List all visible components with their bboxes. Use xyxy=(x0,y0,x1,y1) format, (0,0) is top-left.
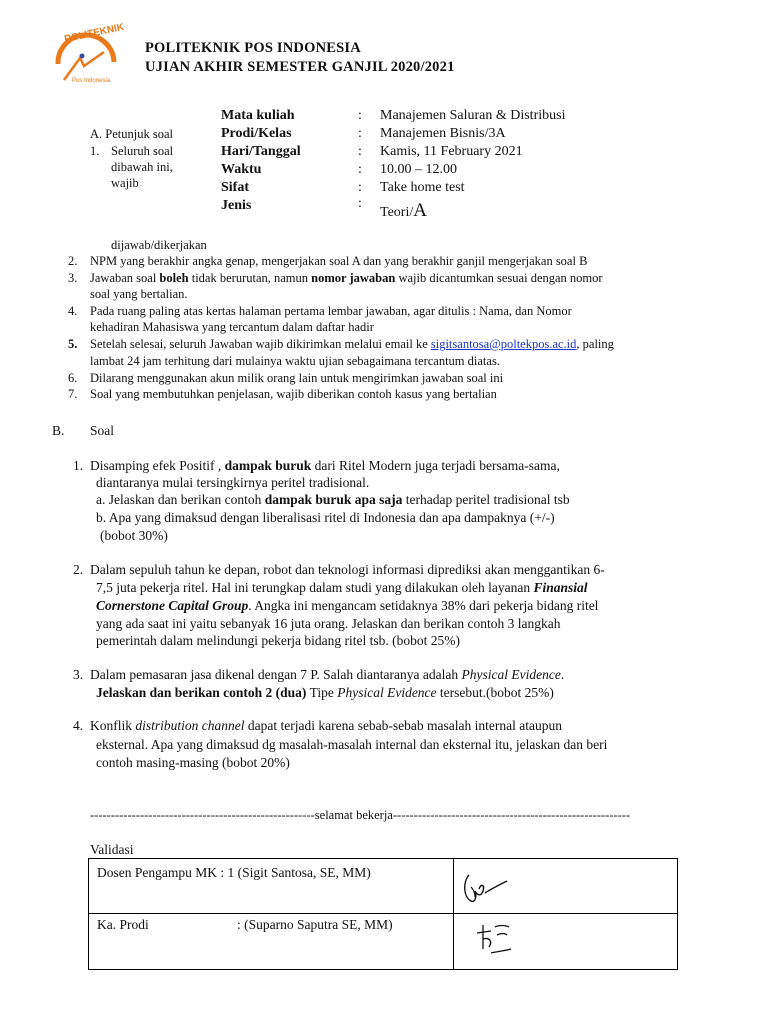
question-text: contoh masing-masing (bobot 20%) xyxy=(96,755,290,770)
instruction-text: Dilarang menggunakan akun milik orang lain untuk mengirimkan jawaban soal ini xyxy=(90,371,504,385)
item-number: 4. xyxy=(68,304,78,318)
question-number: 1. xyxy=(73,458,84,473)
question-text: Cornerstone Capital Group. Angka ini mengancam setidaknya 38% dari pekerja bidang ritel xyxy=(96,598,599,613)
item-number: 7. xyxy=(68,387,78,401)
meta-colon: : xyxy=(358,126,362,141)
meta-label-hari: Hari/Tanggal xyxy=(221,144,301,159)
question-text: diantaranya mulai tersingkirnya peritel tradisional. xyxy=(96,475,370,490)
meta-label-waktu: Waktu xyxy=(221,162,262,177)
meta-label-sifat: Sifat xyxy=(221,180,249,195)
politeknik-logo xyxy=(50,21,126,94)
question-text: b. Apa yang dimaksud dengan liberalisasi ritel di Indonesia dan apa dampaknya (+/-) xyxy=(96,510,555,525)
instruction-text: NPM yang berakhir angka genap, mengerjakan soal A dan yang berakhir ganjil mengerjakan soal B xyxy=(90,254,588,268)
question-text: eksternal. Apa yang dimaksud dg masalah-masalah internal dan eksternal itu, jelaskan dan beri xyxy=(96,737,608,752)
question-text: yang ada saat ini yaitu sebanyak 16 juta orang. Jelaskan dan berikan contoh 3 langkah xyxy=(96,616,561,631)
section-b-heading: Soal xyxy=(90,423,115,438)
instruction-text: Jawaban soal boleh tidak berurutan, namun nomor jawaban wajib dicantumkan sesuai dengan nomor xyxy=(90,271,603,285)
instruction-text: kehadiran Mahasiswa yang tercantum dalam daftar hadir xyxy=(90,320,374,334)
item-number: 1. xyxy=(90,144,100,158)
question-text: Jelaskan dan berikan contoh 2 (dua) Tipe Physical Evidence tersebut.(bobot 25%) xyxy=(96,685,554,700)
validation-table xyxy=(88,858,678,970)
instruction-text: lambat 24 jam terhitung dari mulainya waktu ujian sebagaimana tercantum diatas. xyxy=(90,354,500,368)
section-b-number: B. xyxy=(52,423,65,438)
logo-text-bottom: Pos Indonesia xyxy=(72,78,111,84)
item-number: 6. xyxy=(68,371,78,385)
meta-colon: : xyxy=(358,162,362,177)
section-a-heading: A. Petunjuk soal xyxy=(90,127,173,141)
validasi-title: Validasi xyxy=(90,842,134,857)
item1-line: dibawah ini, xyxy=(111,160,173,174)
instruction-text: Pada ruang paling atas kertas halaman pertama lembar jawaban, agar ditulis : Nama, dan Nomor xyxy=(90,304,572,318)
meta-value-hari: Kamis, 11 February 2021 xyxy=(380,144,523,159)
instruction-text: Setelah selesai, seluruh Jawaban wajib dikirimkan melalui email ke sigitsantosa@poltekpos.ac.id, paling xyxy=(90,337,614,351)
meta-value-prodi: Manajemen Bisnis/3A xyxy=(380,126,506,141)
item1-line: wajib xyxy=(111,176,139,190)
item-number: 5. xyxy=(68,337,78,351)
question-number: 4. xyxy=(73,718,84,733)
closing-line: ------------------------------------------------------selamat bekerja--------------------------------------------------------- xyxy=(90,808,631,822)
question-text: 7,5 juta pekerja ritel. Hal ini terungkap dalam studi yang dilakukan oleh layanan Finansial xyxy=(96,580,588,595)
instruction-text: soal yang bertalian. xyxy=(90,287,188,301)
meta-colon: : xyxy=(358,196,362,211)
email-link[interactable]: sigitsantosa@poltekpos.ac.id xyxy=(430,337,577,351)
meta-colon: : xyxy=(358,144,362,159)
meta-value-matakuliah: Manajemen Saluran & Distribusi xyxy=(380,108,566,123)
meta-colon: : xyxy=(358,180,362,195)
item-number: 2. xyxy=(68,254,78,268)
institution-title: POLITEKNIK POS INDONESIA xyxy=(145,40,361,56)
question-text: a. Jelaskan dan berikan contoh dampak buruk apa saja terhadap peritel tradisional tsb xyxy=(96,492,570,507)
row-kaprodi-label: Ka. Prodi xyxy=(97,917,149,932)
logo-text-top: POLITEKNIK xyxy=(63,21,126,46)
meta-label-matakuliah: Mata kuliah xyxy=(221,108,295,123)
signature-kaprodi xyxy=(471,919,531,964)
question-text: Dalam pemasaran jasa dikenal dengan 7 P. Salah diantaranya adalah Physical Evidence. xyxy=(90,667,565,682)
instruction-text: Soal yang membutuhkan penjelasan, wajib diberikan contoh kasus yang bertalian xyxy=(90,387,497,401)
question-text: Dalam sepuluh tahun ke depan, robot dan teknologi informasi diprediksi akan menggantikan 6- xyxy=(90,562,605,577)
item-number: 3. xyxy=(68,271,78,285)
item1-continuation: dijawab/dikerjakan xyxy=(111,238,207,252)
meta-label-prodi: Prodi/Kelas xyxy=(221,126,292,141)
meta-value-waktu: 10.00 – 12.00 xyxy=(380,162,457,177)
question-number: 3. xyxy=(73,667,84,682)
question-number: 2. xyxy=(73,562,84,577)
meta-label-jenis: Jenis xyxy=(221,198,252,213)
row-dosen-pengampu: Dosen Pengampu MK : 1 (Sigit Santosa, SE, MM) xyxy=(97,865,371,880)
question-weight: (bobot 30%) xyxy=(100,528,168,543)
question-text: Disamping efek Positif , dampak buruk dari Ritel Modern juga terjadi bersama-sama, xyxy=(90,458,560,473)
meta-colon: : xyxy=(358,108,362,123)
question-text: pemerintah dalam melindungi pekerja bidang ritel tsb. (bobot 25%) xyxy=(96,633,461,648)
item1-line: Seluruh soal xyxy=(111,144,174,158)
meta-value-jenis: Teori/A xyxy=(380,200,427,221)
meta-value-sifat: Take home test xyxy=(380,180,465,195)
exam-title: UJIAN AKHIR SEMESTER GANJIL 2020/2021 xyxy=(145,59,455,75)
signature-dosen xyxy=(461,867,521,912)
question-text: Konflik distribution channel dapat terjadi karena sebab-sebab masalah internal ataupun xyxy=(90,718,562,733)
row-kaprodi-name: : (Suparno Saputra SE, MM) xyxy=(237,917,393,932)
